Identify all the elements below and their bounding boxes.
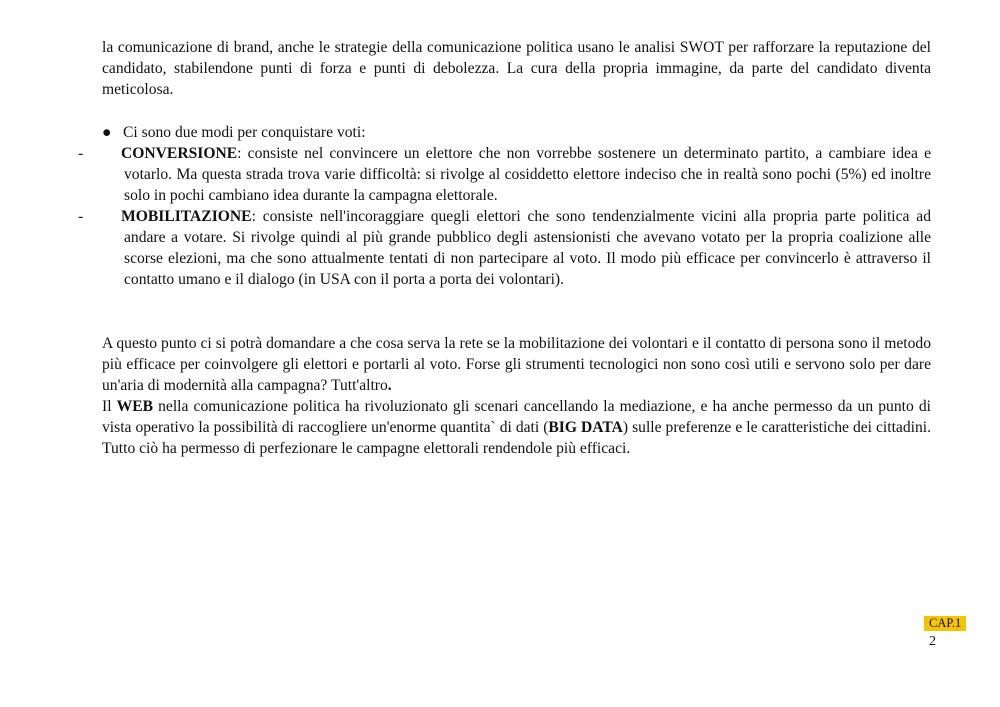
dash-marker: -: [78, 145, 84, 162]
paragraph-web-middle: nella comunicazione politica ha rivoluzionato gli scenari cancellando la mediazione, e ha anche permesso da un punto di vista operativo la possibilità di raccogliere un'enorme quantita` di dati (: [102, 398, 931, 436]
dash-marker: -: [78, 208, 84, 225]
paragraph-swot: la comunicazione di brand, anche le strategie della comunicazione politica usano le analisi SWOT per rafforzare la reputazione del candidato, stabilendone punti di forza e punti di debolezza. La cura della propria immagine, da parte del candidato diventa meticolosa.: [102, 39, 931, 98]
mobilitazione-description: : consiste nell'incoraggiare quegli elettori che sono tendenzialmente vicini alla propria parte politica ad andare a votare. Si rivolge quindi al più grande pubblico degli astensionisti che avevano votato per la propria coalizione alle scorse elezioni, ma che sono attualmente tentati di non partecipare al voto. Il modo più efficace per convincerlo è attraverso il contatto umano e il dialogo (in USA con il porta a porta dei volontari).: [124, 208, 931, 288]
bullet-intro: [102, 122, 366, 143]
paragraph-web-intro: Il: [102, 398, 117, 415]
paragraph-network-end-mark: .: [387, 377, 392, 394]
chapter-badge: CAP.1: [924, 616, 966, 631]
term-conversione: CONVERSIONE: [121, 145, 238, 162]
term-web: WEB: [116, 398, 154, 415]
bullet-intro-text: Ci sono due modi per conquistare voti:: [123, 124, 366, 141]
paragraph-web: [102, 396, 931, 459]
term-big-data: BIG DATA: [548, 419, 623, 436]
term-mobilitazione: MOBILITAZIONE: [121, 208, 252, 225]
paragraph-web-end: ) sulle preferenze e le caratteristiche dei cittadini. Tutto ciò ha permesso di perfezionare le campagne elettorali rendendole più efficaci.: [102, 419, 931, 457]
paragraph-network-text: A questo punto ci si potrà domandare a che cosa serva la rete se la mobilitazione dei volontari e il contatto di persona sono il metodo più efficace per coinvolgere gli elettori e portarli al voto. Forse gli strumenti tecnologici non sono così utili e servono solo per dare un'aria di modernità alla campagna? Tutt'altro: [102, 335, 931, 394]
list-item-conversione: [78, 143, 931, 206]
paragraph-network: [102, 333, 931, 396]
page-number: 2: [929, 634, 936, 649]
conversione-description: : consiste nel convincere un elettore che non vorrebbe sostenere un determinato partito, a cambiare idea e votarlo. Ma questa strada trova varie difficoltà: si rivolge al cosiddetto elettore indeciso che in realtà sono pochi (5%) ed inoltre solo in pochi cambiano idea durante la campagna elettorale.: [124, 145, 931, 204]
bullet-icon: ●: [102, 124, 112, 141]
list-item-mobilitazione: [78, 206, 931, 290]
